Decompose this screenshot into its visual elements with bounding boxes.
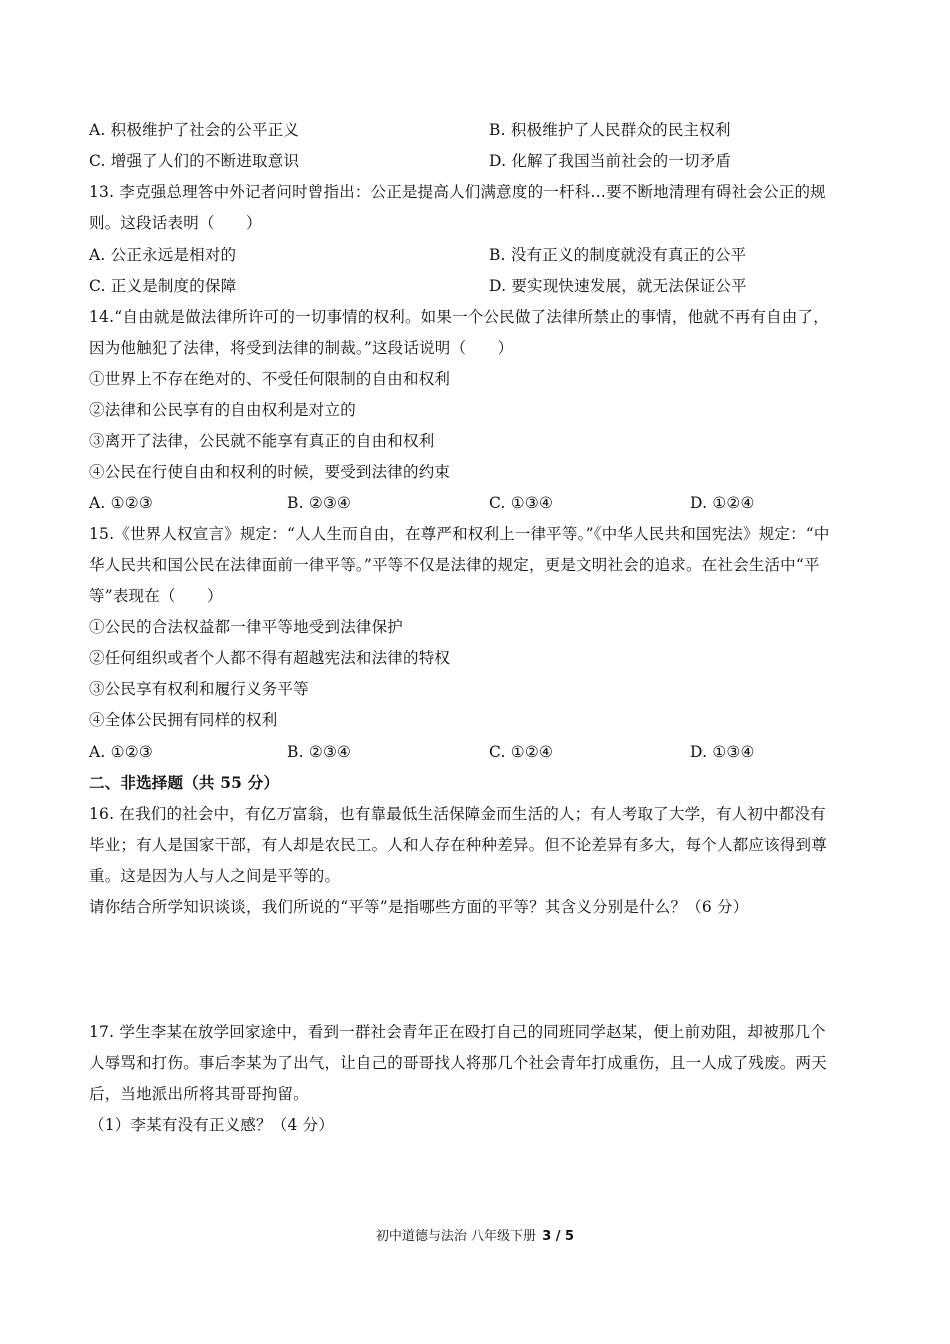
q14-statement-3: ③离开了法律，公民就不能享有真正的自由和权利 [89, 432, 435, 450]
q16-prompt: 请你结合所学知识谈谈，我们所说的“平等”是指哪些方面的平等？其含义分别是什么？（6 分） [89, 898, 749, 916]
q15-stem-line-2: 华人民共和国公民在法律面前一律平等。”平等不仅是法律的规定，更是文明社会的追求。在社会生活中“平 [89, 556, 820, 574]
q15-statement-4: ④全体公民拥有同样的权利 [89, 711, 278, 729]
q15-stem-line-1: 15.《世界人权宣言》规定：“人人生而自由，在尊严和权利上一律平等。”《中华人民共和国宪法》规定：“中 [89, 525, 830, 543]
q14-option-d: D. ①②④ [690, 494, 755, 512]
q14-statement-1: ①世界上不存在绝对的、不受任何限制的自由和权利 [89, 370, 451, 388]
q15-stem-line-3: 等”表现在（ ） [89, 587, 223, 605]
q16-stem-line-3: 重。这是因为人与人之间是平等的。 [89, 867, 341, 885]
q14-option-c: C. ①③④ [489, 494, 554, 512]
q17-stem-line-1: 17. 学生李某在放学回家途中，看到一群社会青年正在殴打自己的同班同学赵某，便上前劝阻，却被那几个 [89, 1023, 826, 1041]
q13-stem-line-2: 则。这段话表明（ ） [89, 214, 262, 232]
q12-option-c: C. 增强了人们的不断进取意识 [89, 152, 300, 170]
q15-option-d: D. ①③④ [690, 743, 755, 761]
q14-statement-2: ②法律和公民享有的自由权利是对立的 [89, 401, 356, 419]
q14-stem-line-1: 14.“自由就是做法律所许可的一切事情的权利。如果一个公民做了法律所禁止的事情，他就不再有自由了， [89, 308, 829, 326]
q12-option-a: A. 积极维护了社会的公平正义 [89, 121, 300, 139]
q12-option-d: D. 化解了我国当前社会的一切矛盾 [489, 152, 732, 170]
q15-option-b: B. ②③④ [287, 743, 352, 761]
q13-option-c: C. 正义是制度的保障 [89, 277, 237, 295]
q14-statement-4: ④公民在行使自由和权利的时候，要受到法律的约束 [89, 463, 451, 481]
q17-stem-line-2: 人辱骂和打伤。事后李某为了出气，让自己的哥哥找人将那几个社会青年打成重伤，且一人成了残废。两天 [89, 1054, 827, 1072]
q13-option-a: A. 公正永远是相对的 [89, 246, 237, 264]
q13-option-b: B. 没有正义的制度就没有真正的公平 [489, 246, 747, 264]
q16-stem-line-2: 毕业；有人是国家干部，有人却是农民工。人和人存在种种差异。但不论差异有多大，每个人都应该得到尊 [89, 836, 827, 854]
q12-option-b: B. 积极维护了人民群众的民主权利 [489, 121, 731, 139]
q15-statement-2: ②任何组织或者个人都不得有超越宪法和法律的特权 [89, 649, 451, 667]
q14-option-a: A. ①②③ [89, 494, 153, 512]
section-heading: 二、非选择题（共 55 分） [89, 773, 280, 792]
q15-statement-3: ③公民享有权利和履行义务平等 [89, 680, 309, 698]
page-footer [0, 1229, 950, 1245]
q15-option-a: A. ①②③ [89, 743, 153, 761]
q17-subquestion-1: （1）李某有没有正义感？（4 分） [89, 1116, 335, 1134]
page-number: 3 / 5 [542, 1229, 575, 1244]
q15-option-c: C. ①②④ [489, 743, 554, 761]
q14-stem-line-2: 因为他触犯了法律，将受到法律的制裁。”这段话说明（ ） [89, 339, 514, 357]
q16-stem-line-1: 16. 在我们的社会中，有亿万富翁，也有靠最低生活保障金而生活的人；有人考取了大学，有人初中都没有 [89, 805, 826, 823]
q14-option-b: B. ②③④ [287, 494, 352, 512]
q15-statement-1: ①公民的合法权益都一律平等地受到法律保护 [89, 618, 404, 636]
q13-option-d: D. 要实现快速发展，就无法保证公平 [489, 277, 747, 295]
q17-stem-line-3: 后，当地派出所将其哥哥拘留。 [89, 1085, 309, 1103]
q13-stem-line-1: 13. 李克强总理答中外记者问时曾指出：公正是提高人们满意度的一杆科…要不断地清理有碍社会公正的规 [89, 183, 826, 201]
footer-course-label: 初中道德与法治 八年级下册 [375, 1229, 537, 1244]
